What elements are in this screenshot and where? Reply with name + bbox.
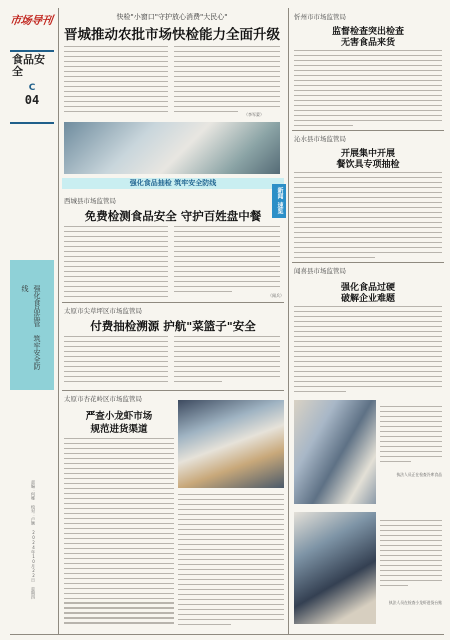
lead-photo [64,122,280,174]
story-jincheng-headline-2: 规范进货渠道 [90,424,148,435]
right-item2-title-1: 开展集中开展 [340,149,395,159]
story-jincheng-body-col2 [178,494,284,628]
right-item3-title-1: 强化食品过硬 [340,283,395,293]
right-item2-title-2: 餐饮具专项抽检 [336,160,400,170]
right-caption-2: 执法人员在检查小龙虾进货台账 [388,600,442,605]
right-rule-1 [292,130,444,131]
masthead-logo: 市场导刊 [9,14,53,27]
story-xian-byline: （闻兵） [268,293,284,298]
right-item1-title-1: 监督检查突出检查 [331,27,404,37]
column-rule [288,8,289,634]
right-item3-title-2: 破解企业难题 [340,294,395,304]
story-jincheng-body-col1 [64,438,174,628]
right-item3-body [294,306,442,392]
story-xian-dept: 西城县市场监管局 [64,197,116,205]
section-name: 食品安全 [12,53,45,78]
edition-box: C 04 [24,83,40,107]
rail-divider-bottom [10,122,54,124]
story-jincheng-dept: 太原市杏花岭区市场监管局 [64,395,142,403]
lead-headline: 晋城推动农批市场快检能力全面升级 [64,27,280,43]
lead-kicker: 快检"小窗口"守护放心消费"大民心" [116,13,228,21]
rule-1 [62,302,284,303]
story-xian-body-col1 [64,226,168,298]
right-item1-dept: 忻州市市场监管局 [294,13,346,21]
rail-rule [58,8,59,634]
lead-body-col2 [174,46,280,114]
rail-footer: 责编：何娜 校对：卢颖 2024年10月22日 星期四 [31,480,36,599]
right-item1-title-2: 无害食品来货 [340,38,395,48]
rail-theme-text: 强化食品监管 筑牢安全防线 [21,285,41,370]
story-taiyuan-body-col2 [174,336,280,384]
story-jincheng-headline-1: 严查小龙虾市场 [85,411,153,422]
right-item1-body [294,50,442,126]
lead-byline: （李军蒙） [244,112,264,117]
story-xian-headline: 免费检测食品安全 守护百姓盘中餐 [84,209,262,223]
story-taiyuan-body-col1 [64,336,168,384]
right-photo-2 [294,512,376,624]
news-brief-tag: 新闻 速览 [272,184,286,218]
story-jincheng-photo-1 [178,400,284,488]
right-item2-body [294,172,442,258]
rule-2 [62,390,284,391]
story-xian-body-col2 [174,226,280,298]
right-caption-1: 执法人员正在检查冷库食品 [396,472,442,477]
right-photo-1 [294,400,376,504]
right-item3-dept: 闻喜县市场监管局 [294,267,346,275]
story-taiyuan-headline: 付费抽检溯源 护航"菜篮子"安全 [90,319,256,333]
right-item2-dept: 沁水县市场监管局 [294,135,346,143]
lead-body-col1 [64,46,168,114]
page-bottom-rule [10,634,444,635]
right-rule-2 [292,262,444,263]
section-banner: 强化食品抽检 筑牢安全防线 [62,178,284,189]
rail-divider-top [10,50,54,52]
story-taiyuan-dept: 太原市尖草坪区市场监管局 [64,307,142,315]
right-caption-1-box [380,402,442,498]
right-caption-2-box [380,516,442,620]
